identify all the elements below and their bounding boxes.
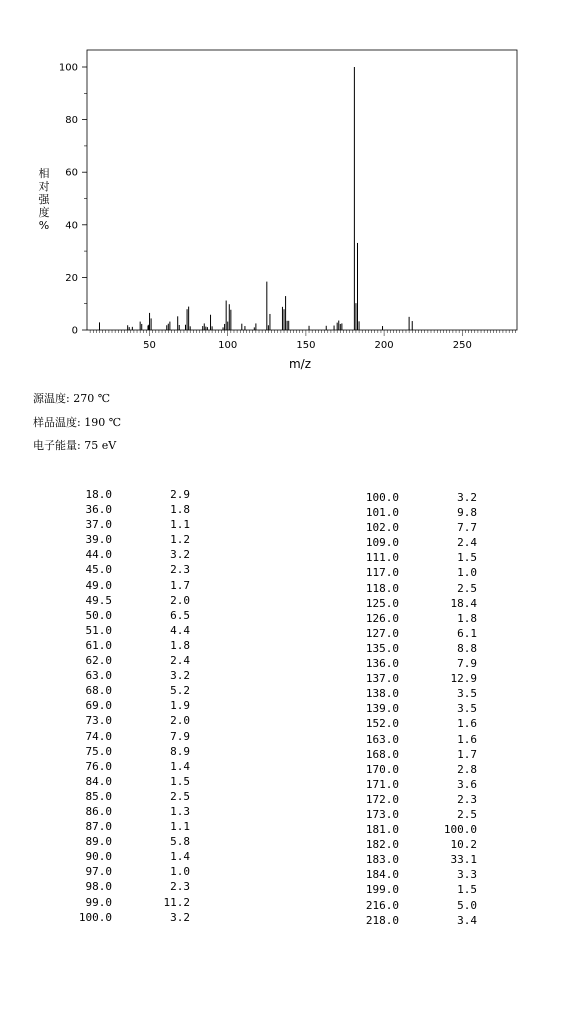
mz-value: 125.0: [365, 596, 399, 610]
table-row: [70, 653, 190, 668]
mz-value: 111.0: [365, 551, 399, 565]
mass-spectrum-chart: [0, 0, 570, 375]
table-row: [70, 608, 190, 623]
table-row: [357, 882, 477, 897]
intensity-value: 7.9: [170, 729, 190, 743]
y-tick-label: 80: [65, 115, 78, 127]
table-row: [70, 713, 190, 728]
intensity-value: 3.5: [457, 702, 477, 716]
intensity-value: 18.4: [450, 596, 477, 610]
intensity-value: 1.8: [457, 611, 477, 625]
intensity-value: 11.2: [163, 895, 190, 909]
table-row: [70, 638, 190, 653]
table-row: [357, 716, 477, 731]
mz-value: 100.0: [78, 910, 112, 924]
intensity-value: 7.9: [457, 657, 477, 671]
intensity-value: 100.0: [443, 823, 477, 837]
table-row: [70, 834, 190, 849]
plot-border: [87, 50, 517, 330]
table-row: [70, 502, 190, 517]
intensity-value: 1.7: [457, 747, 477, 761]
intensity-value: 1.4: [170, 759, 190, 773]
mz-value: 216.0: [365, 898, 399, 912]
mz-value: 182.0: [365, 838, 399, 852]
mz-value: 199.0: [365, 883, 399, 897]
mz-value: 109.0: [365, 536, 399, 550]
mz-value: 99.0: [85, 895, 112, 909]
table-row: [70, 623, 190, 638]
y-axis-label: [39, 166, 51, 232]
table-row: [357, 807, 477, 822]
table-row: [70, 729, 190, 744]
y-tick-label: 100: [58, 62, 78, 74]
table-row: [357, 520, 477, 535]
intensity-value: 3.2: [170, 669, 190, 683]
intensity-value: 5.0: [457, 898, 477, 912]
y-axis: [59, 63, 87, 337]
mz-value: 172.0: [365, 792, 399, 806]
table-row: [70, 895, 190, 910]
intensity-value: 3.6: [457, 777, 477, 791]
table-row: [357, 565, 477, 580]
mz-value: 51.0: [85, 623, 112, 637]
intensity-value: 1.6: [457, 717, 477, 731]
mz-value: 37.0: [85, 518, 112, 532]
intensity-value: 6.5: [170, 608, 190, 622]
intensity-value: 1.1: [170, 518, 190, 532]
mz-value: 75.0: [85, 744, 112, 758]
mz-value: 138.0: [365, 687, 399, 701]
mz-value: 135.0: [365, 641, 399, 655]
table-row: [70, 487, 190, 502]
table-row: [357, 792, 477, 807]
y-label-char: 相: [38, 167, 50, 180]
table-row: [357, 701, 477, 716]
mz-value: 118.0: [365, 581, 399, 595]
table-row: [70, 789, 190, 804]
mz-value: 49.5: [85, 593, 112, 607]
table-row: [70, 517, 190, 532]
mz-value: 50.0: [85, 608, 112, 622]
intensity-value: 1.5: [170, 774, 190, 788]
table-row: [70, 532, 190, 547]
mz-value: 18.0: [85, 488, 112, 501]
intensity-value: 2.0: [170, 593, 190, 607]
y-label-char: 对: [38, 180, 50, 193]
table-row: [357, 611, 477, 626]
table-row: [70, 562, 190, 577]
intensity-value: 1.6: [457, 732, 477, 746]
table-row: [70, 910, 190, 925]
plot-frame: [87, 50, 517, 330]
intensity-value: 1.5: [457, 883, 477, 897]
table-row: [70, 698, 190, 713]
intensity-value: 1.9: [170, 699, 190, 713]
mz-value: 168.0: [365, 747, 399, 761]
table-row: [70, 593, 190, 608]
intensity-value: 1.8: [170, 503, 190, 517]
mz-value: 127.0: [365, 626, 399, 640]
table-row: [357, 550, 477, 565]
mz-value: 45.0: [85, 563, 112, 577]
intensity-value: 2.9: [170, 488, 190, 501]
y-tick-label: 0: [71, 325, 78, 337]
table-row: [357, 837, 477, 852]
mz-value: 61.0: [85, 638, 112, 652]
table-row: [70, 744, 190, 759]
table-row: [357, 898, 477, 913]
mz-value: 100.0: [365, 491, 399, 504]
intensity-value: 2.3: [457, 792, 477, 806]
table-row: [357, 747, 477, 762]
y-tick-label: 20: [65, 272, 78, 284]
peak-table-right: [357, 490, 477, 928]
intensity-value: 3.2: [170, 910, 190, 924]
table-row: [357, 581, 477, 596]
intensity-value: 1.0: [457, 566, 477, 580]
table-row: [357, 852, 477, 867]
mz-value: 49.0: [85, 578, 112, 592]
mz-value: 218.0: [365, 913, 399, 927]
mz-value: 74.0: [85, 729, 112, 743]
mz-value: 84.0: [85, 774, 112, 788]
table-row: [357, 490, 477, 505]
mz-value: 170.0: [365, 762, 399, 776]
intensity-value: 2.8: [457, 762, 477, 776]
mz-value: 152.0: [365, 717, 399, 731]
sample-temperature: 样品温度: 190 ℃: [33, 416, 121, 429]
table-row: [70, 864, 190, 879]
table-row: [70, 819, 190, 834]
table-row: [357, 822, 477, 837]
y-tick-label: 60: [65, 167, 78, 179]
table-row: [357, 867, 477, 882]
mz-value: 101.0: [365, 506, 399, 520]
x-tick-label: 50: [143, 340, 156, 351]
mz-value: 183.0: [365, 853, 399, 867]
intensity-value: 6.1: [457, 626, 477, 640]
table-row: [357, 762, 477, 777]
intensity-value: 7.7: [457, 521, 477, 535]
mz-value: 69.0: [85, 699, 112, 713]
intensity-value: 2.3: [170, 563, 190, 577]
mz-value: 76.0: [85, 759, 112, 773]
mz-value: 102.0: [365, 521, 399, 535]
mz-value: 171.0: [365, 777, 399, 791]
mz-value: 89.0: [85, 835, 112, 849]
x-tick-label: 150: [296, 340, 316, 351]
mz-value: 181.0: [365, 823, 399, 837]
mz-value: 62.0: [85, 654, 112, 668]
intensity-value: 9.8: [457, 506, 477, 520]
spectrum-peaks: [100, 67, 413, 330]
mz-value: 36.0: [85, 503, 112, 517]
intensity-value: 2.5: [457, 581, 477, 595]
table-row: [70, 547, 190, 562]
electron-energy: 电子能量: 75 eV: [33, 439, 117, 452]
x-tick-label: 100: [218, 340, 238, 351]
mz-value: 97.0: [85, 865, 112, 879]
intensity-value: 3.3: [457, 868, 477, 882]
intensity-value: 1.3: [170, 804, 190, 818]
mz-value: 68.0: [85, 684, 112, 698]
mz-value: 136.0: [365, 657, 399, 671]
mz-value: 73.0: [85, 714, 112, 728]
mz-value: 117.0: [365, 566, 399, 580]
mz-value: 98.0: [85, 880, 112, 894]
source-temperature: 源温度: 270 ℃: [33, 392, 110, 405]
table-row: [357, 777, 477, 792]
intensity-value: 1.4: [170, 850, 190, 864]
mz-value: 63.0: [85, 669, 112, 683]
table-row: [70, 879, 190, 894]
mz-value: 173.0: [365, 807, 399, 821]
table-row: [357, 671, 477, 686]
intensity-value: 2.4: [170, 654, 190, 668]
mz-value: 90.0: [85, 850, 112, 864]
intensity-value: 1.7: [170, 578, 190, 592]
mz-value: 86.0: [85, 804, 112, 818]
y-label-char: 强: [38, 193, 50, 206]
table-row: [357, 505, 477, 520]
mz-value: 44.0: [85, 548, 112, 562]
y-label-char: 度: [38, 206, 50, 219]
intensity-value: 8.9: [170, 744, 190, 758]
mz-value: 39.0: [85, 533, 112, 547]
intensity-value: 2.4: [457, 536, 477, 550]
mz-value: 85.0: [85, 789, 112, 803]
mz-value: 137.0: [365, 672, 399, 686]
table-row: [70, 759, 190, 774]
table-row: [357, 535, 477, 550]
mz-value: 126.0: [365, 611, 399, 625]
intensity-value: 2.3: [170, 880, 190, 894]
mz-value: 184.0: [365, 868, 399, 882]
intensity-value: 1.8: [170, 638, 190, 652]
x-tick-label: 250: [452, 340, 472, 351]
y-tick-label: 40: [65, 220, 78, 232]
intensity-value: 1.0: [170, 865, 190, 879]
intensity-value: 2.5: [457, 807, 477, 821]
table-row: [357, 686, 477, 701]
intensity-value: 2.0: [170, 714, 190, 728]
intensity-value: 8.8: [457, 641, 477, 655]
intensity-value: 3.4: [457, 913, 477, 927]
x-axis-label: m/z: [288, 357, 312, 371]
intensity-value: 1.5: [457, 551, 477, 565]
intensity-value: 2.5: [170, 789, 190, 803]
intensity-value: 3.2: [457, 491, 477, 504]
table-row: [357, 626, 477, 641]
table-row: [357, 913, 477, 928]
intensity-value: 5.8: [170, 835, 190, 849]
intensity-value: 10.2: [450, 838, 477, 852]
table-row: [70, 578, 190, 593]
intensity-value: 3.2: [170, 548, 190, 562]
intensity-value: 1.2: [170, 533, 190, 547]
mz-value: 87.0: [85, 820, 112, 834]
intensity-value: 4.4: [170, 623, 190, 637]
intensity-value: 33.1: [450, 853, 477, 867]
table-row: [357, 641, 477, 656]
intensity-value: 1.1: [170, 820, 190, 834]
y-label-char: %: [38, 219, 50, 232]
table-row: [357, 732, 477, 747]
table-row: [70, 849, 190, 864]
table-row: [70, 683, 190, 698]
table-row: [70, 774, 190, 789]
mz-value: 163.0: [365, 732, 399, 746]
intensity-value: 5.2: [170, 684, 190, 698]
x-tick-label: 200: [374, 340, 394, 351]
table-row: [357, 596, 477, 611]
peak-table-left: [70, 487, 190, 925]
mz-value: 139.0: [365, 702, 399, 716]
table-row: [357, 656, 477, 671]
x-axis: [90, 330, 515, 351]
table-row: [70, 804, 190, 819]
intensity-value: 12.9: [450, 672, 477, 686]
intensity-value: 3.5: [457, 687, 477, 701]
table-row: [70, 668, 190, 683]
